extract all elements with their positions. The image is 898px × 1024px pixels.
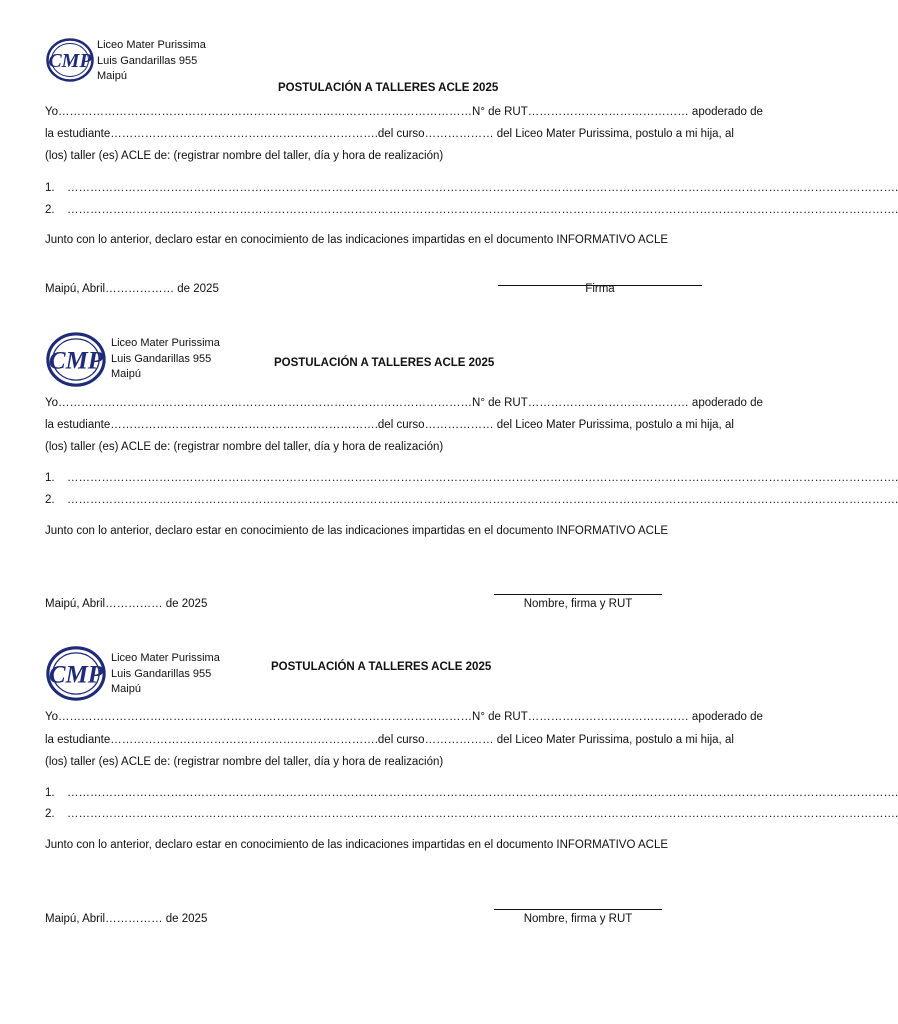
student-line[interactable]: la estudiante…………………………………………………………….del curso……………… del Liceo Mater Purissima, postulo a mi hija, al (45, 419, 734, 431)
logo-letters: CMP (48, 661, 104, 689)
fill-dots: ………………………………………………………………………………………………………………………………………………………………………………………………. (67, 472, 898, 484)
school-city: Maipú (111, 368, 141, 380)
item-number: 2. (45, 494, 55, 506)
workshop-option-2[interactable] (45, 808, 898, 820)
item-number: 1. (45, 787, 55, 799)
workshop-instructions: (los) taller (es) ACLE de: (registrar nombre del taller, día y hora de realización) (45, 441, 444, 453)
student-line[interactable]: la estudiante…………………………………………………………….del curso……………… del Liceo Mater Purissima, postulo a mi hija, al (45, 734, 734, 746)
guardian-line[interactable]: Yo………………………………………………………………………………………………N° de RUT…………………………………… apoderado de (45, 397, 763, 409)
signature-label: Nombre, firma y RUT (523, 598, 633, 610)
date-field[interactable]: Maipú, Abril…………… de 2025 (45, 913, 208, 925)
fill-dots: ………………………………………………………………………………………………………………………………………………………………………………………………. (67, 494, 898, 506)
form-title: POSTULACIÓN A TALLERES ACLE 2025 (278, 82, 499, 94)
school-address: Luis Gandarillas 955 (97, 54, 198, 67)
signature-label: Nombre, firma y RUT (523, 913, 633, 925)
form-title: POSTULACIÓN A TALLERES ACLE 2025 (274, 357, 495, 369)
school-name: Liceo Mater Purissima (111, 337, 220, 349)
item-number: 2. (45, 204, 55, 216)
school-city: Maipú (97, 70, 127, 82)
item-number: 1. (45, 182, 55, 194)
workshop-option-2[interactable] (45, 494, 898, 506)
fill-dots: ………………………………………………………………………………………………………………………………………………………………………………………………. (67, 204, 898, 216)
school-logo-icon (46, 38, 94, 82)
student-line[interactable]: la estudiante…………………………………………………………….del curso……………… del Liceo Mater Purissima, postulo a mi hija, al (45, 128, 734, 140)
workshop-instructions: (los) taller (es) ACLE de: (registrar nombre del taller, día y hora de realización) (45, 150, 444, 162)
school-info (111, 651, 220, 698)
school-logo-icon (46, 332, 104, 376)
date-field[interactable]: Maipú, Abril…………… de 2025 (45, 598, 208, 610)
workshop-instructions: (los) taller (es) ACLE de: (registrar nombre del taller, día y hora de realización) (45, 756, 444, 768)
declaration-text: Junto con lo anterior, declaro estar en conocimiento de las indicaciones impartidas en el documento INFORMATIVO ACLE (45, 839, 669, 851)
date-field[interactable]: Maipú, Abril……………… de 2025 (45, 283, 219, 295)
signature-line[interactable] (494, 909, 662, 910)
fill-dots: ………………………………………………………………………………………………………………………………………………………………………………………………. (67, 787, 898, 799)
item-number: 1. (45, 472, 55, 484)
fill-dots: ………………………………………………………………………………………………………………………………………………………………………………………………. (67, 808, 898, 820)
workshop-option-1[interactable] (45, 787, 898, 799)
declaration-text: Junto con lo anterior, declaro estar en conocimiento de las indicaciones impartidas en el documento INFORMATIVO ACLE (45, 525, 669, 537)
school-city: Maipú (111, 683, 141, 695)
guardian-line[interactable]: Yo………………………………………………………………………………………………N° de RUT…………………………………… apoderado de (45, 711, 763, 723)
school-logo-icon (46, 646, 104, 690)
school-address: Luis Gandarillas 955 (111, 667, 212, 680)
school-info (97, 38, 206, 85)
school-name: Liceo Mater Purissima (111, 652, 220, 664)
workshop-option-1[interactable] (45, 182, 898, 194)
fill-dots: ………………………………………………………………………………………………………………………………………………………………………………………………. (67, 182, 898, 194)
form-title: POSTULACIÓN A TALLERES ACLE 2025 (271, 661, 492, 673)
school-name: Liceo Mater Purissima (97, 39, 206, 51)
signature-line[interactable] (494, 594, 662, 595)
logo-letters: CMP (48, 50, 92, 72)
signature-label: Firma (585, 283, 615, 295)
school-info (111, 336, 220, 383)
guardian-line[interactable]: Yo………………………………………………………………………………………………N° de RUT…………………………………… apoderado de (45, 106, 763, 118)
school-address: Luis Gandarillas 955 (111, 352, 212, 365)
declaration-text: Junto con lo anterior, declaro estar en conocimiento de las indicaciones impartidas en el documento INFORMATIVO ACLE (45, 234, 669, 246)
workshop-option-1[interactable] (45, 472, 898, 484)
item-number: 2. (45, 808, 55, 820)
workshop-option-2[interactable] (45, 204, 898, 216)
logo-letters: CMP (48, 347, 104, 375)
